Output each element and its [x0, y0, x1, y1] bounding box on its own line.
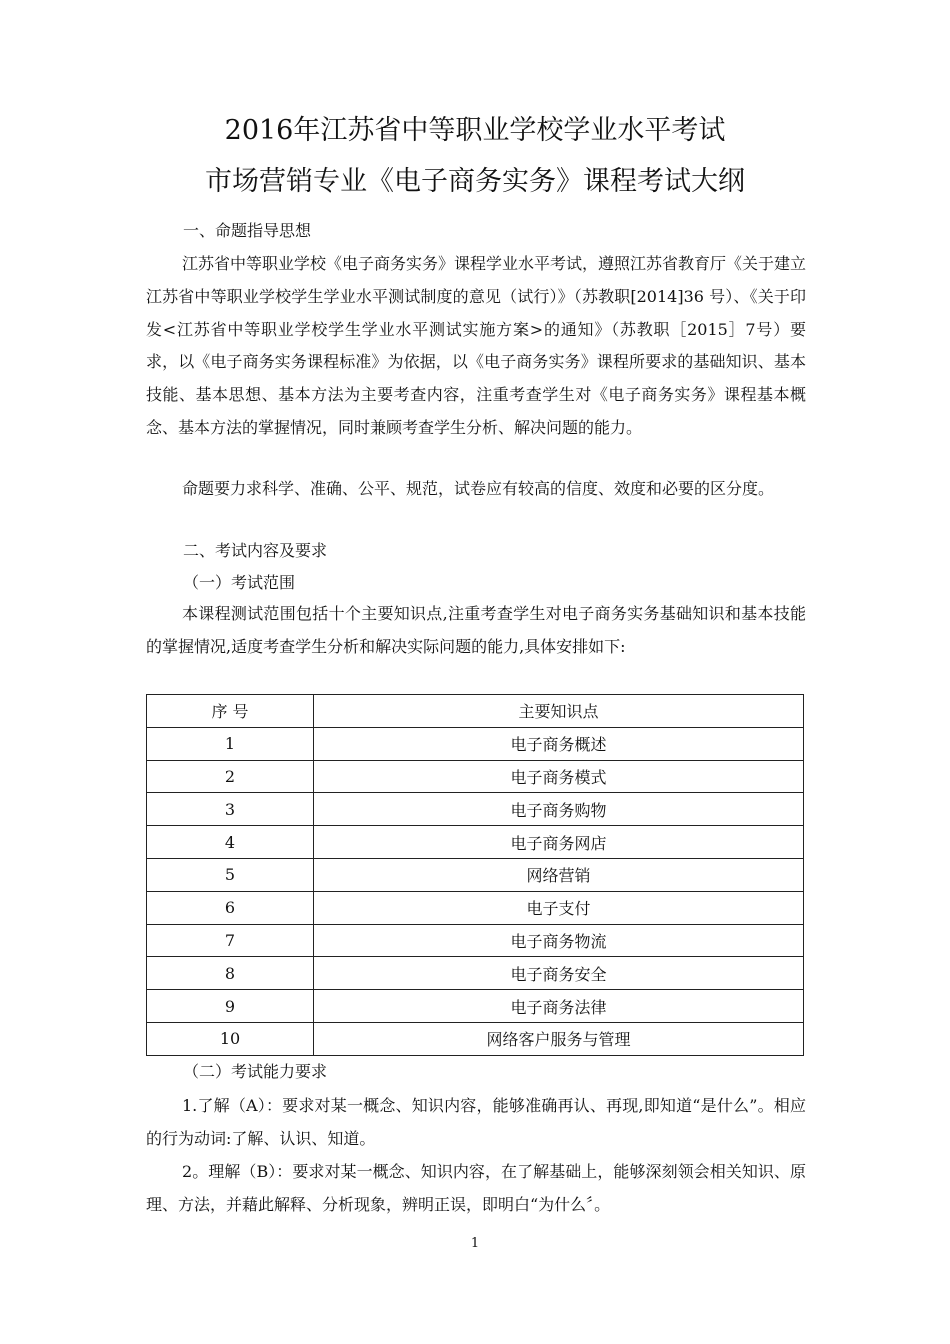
table-cell-knowledge-point: 电子商务购物	[314, 793, 804, 826]
document-title-line2: 市场营销专业《电子商务实务》课程考试大纲	[205, 166, 745, 197]
ability-item-2: 2。理解（B）：要求对某一概念、知识内容，在了解基础上，能够深刻领会相关知识、原理、方法，并藉此解释、分析现象，辨明正误，即明白“为什么〞。	[146, 1162, 806, 1214]
table-cell-knowledge-point: 网络营销	[314, 858, 804, 891]
table-cell-number: 3	[147, 793, 314, 826]
table-cell-number: 5	[147, 858, 314, 891]
table-cell-number: 9	[147, 990, 314, 1023]
table-row	[147, 957, 804, 990]
ability-item-1: 1.了解（A）：要求对某一概念、知识内容，能够准确再认、再现,即知道“是什么”。相应的行为动词:了解、认识、知道。	[146, 1096, 806, 1148]
section1-paragraph2: 命题要力求科学、准确、公平、规范，试卷应有较高的信度、效度和必要的区分度。	[182, 479, 775, 498]
knowledge-points-table	[146, 694, 804, 1056]
table-cell-knowledge-point: 电子商务物流	[314, 924, 804, 957]
table-row	[147, 826, 804, 859]
table-row	[147, 727, 804, 760]
table-cell-knowledge-point: 电子商务法律	[314, 990, 804, 1023]
table-row	[147, 858, 804, 891]
page-number: 1	[470, 1236, 480, 1251]
table-header-row	[147, 695, 804, 728]
ability-subheading: （二）考试能力要求	[183, 1062, 328, 1081]
table-cell-number: 8	[147, 957, 314, 990]
table-cell-number: 1	[147, 727, 314, 760]
table-cell-knowledge-point: 电子商务网店	[314, 826, 804, 859]
table-row	[147, 793, 804, 826]
scope-subheading: （一）考试范围	[183, 573, 296, 592]
table-cell-knowledge-point: 电子支付	[314, 891, 804, 924]
table-header-knowledge-point: 主要知识点	[314, 695, 804, 728]
table-cell-number: 6	[147, 891, 314, 924]
table-header-number: 序 号	[147, 695, 314, 728]
table-row	[147, 990, 804, 1023]
section2-heading: 二、考试内容及要求	[183, 541, 328, 560]
document-title-line1: 2016年江苏省中等职业学校学业水平考试	[224, 115, 726, 146]
scope-paragraph: 本课程测试范围包括十个主要知识点,注重考查学生对电子商务实务基础知识和基本技能的掌握情况,适度考查学生分析和解决实际问题的能力,具体安排如下:	[146, 604, 806, 656]
section1-paragraph1: 江苏省中等职业学校《电子商务实务》课程学业水平考试，遵照江苏省教育厅《关于建立江苏省中等职业学校学生学业水平测试制度的意见（试行）》（苏教职[2014]36 号）、《关于印发<江苏省中等职业学校学生学业水平测试实施方案>的通知》（苏教职［2015］7号）要求，以《电子商务实务课程标准》为依据，以《电子商务实务》课程所要求的基础知识、基本技能、基本思想、基本方法为主要考查内容，注重考查学生对《电子商务实务》课程基本概念、基本方法的掌握情况，同时兼顾考查学生分析、解决问题的能力。	[146, 254, 807, 437]
table-cell-number: 7	[147, 924, 314, 957]
table-row	[147, 924, 804, 957]
table-row	[147, 891, 804, 924]
table-row	[147, 1022, 804, 1055]
table-cell-number: 4	[147, 826, 314, 859]
table-cell-knowledge-point: 电子商务安全	[314, 957, 804, 990]
section1-heading: 一、命题指导思想	[183, 221, 312, 240]
table-cell-number: 10	[147, 1022, 314, 1055]
table-cell-knowledge-point: 电子商务模式	[314, 760, 804, 793]
table-cell-knowledge-point: 电子商务概述	[314, 727, 804, 760]
table-row	[147, 760, 804, 793]
table-cell-knowledge-point: 网络客户服务与管理	[314, 1022, 804, 1055]
table-cell-number: 2	[147, 760, 314, 793]
